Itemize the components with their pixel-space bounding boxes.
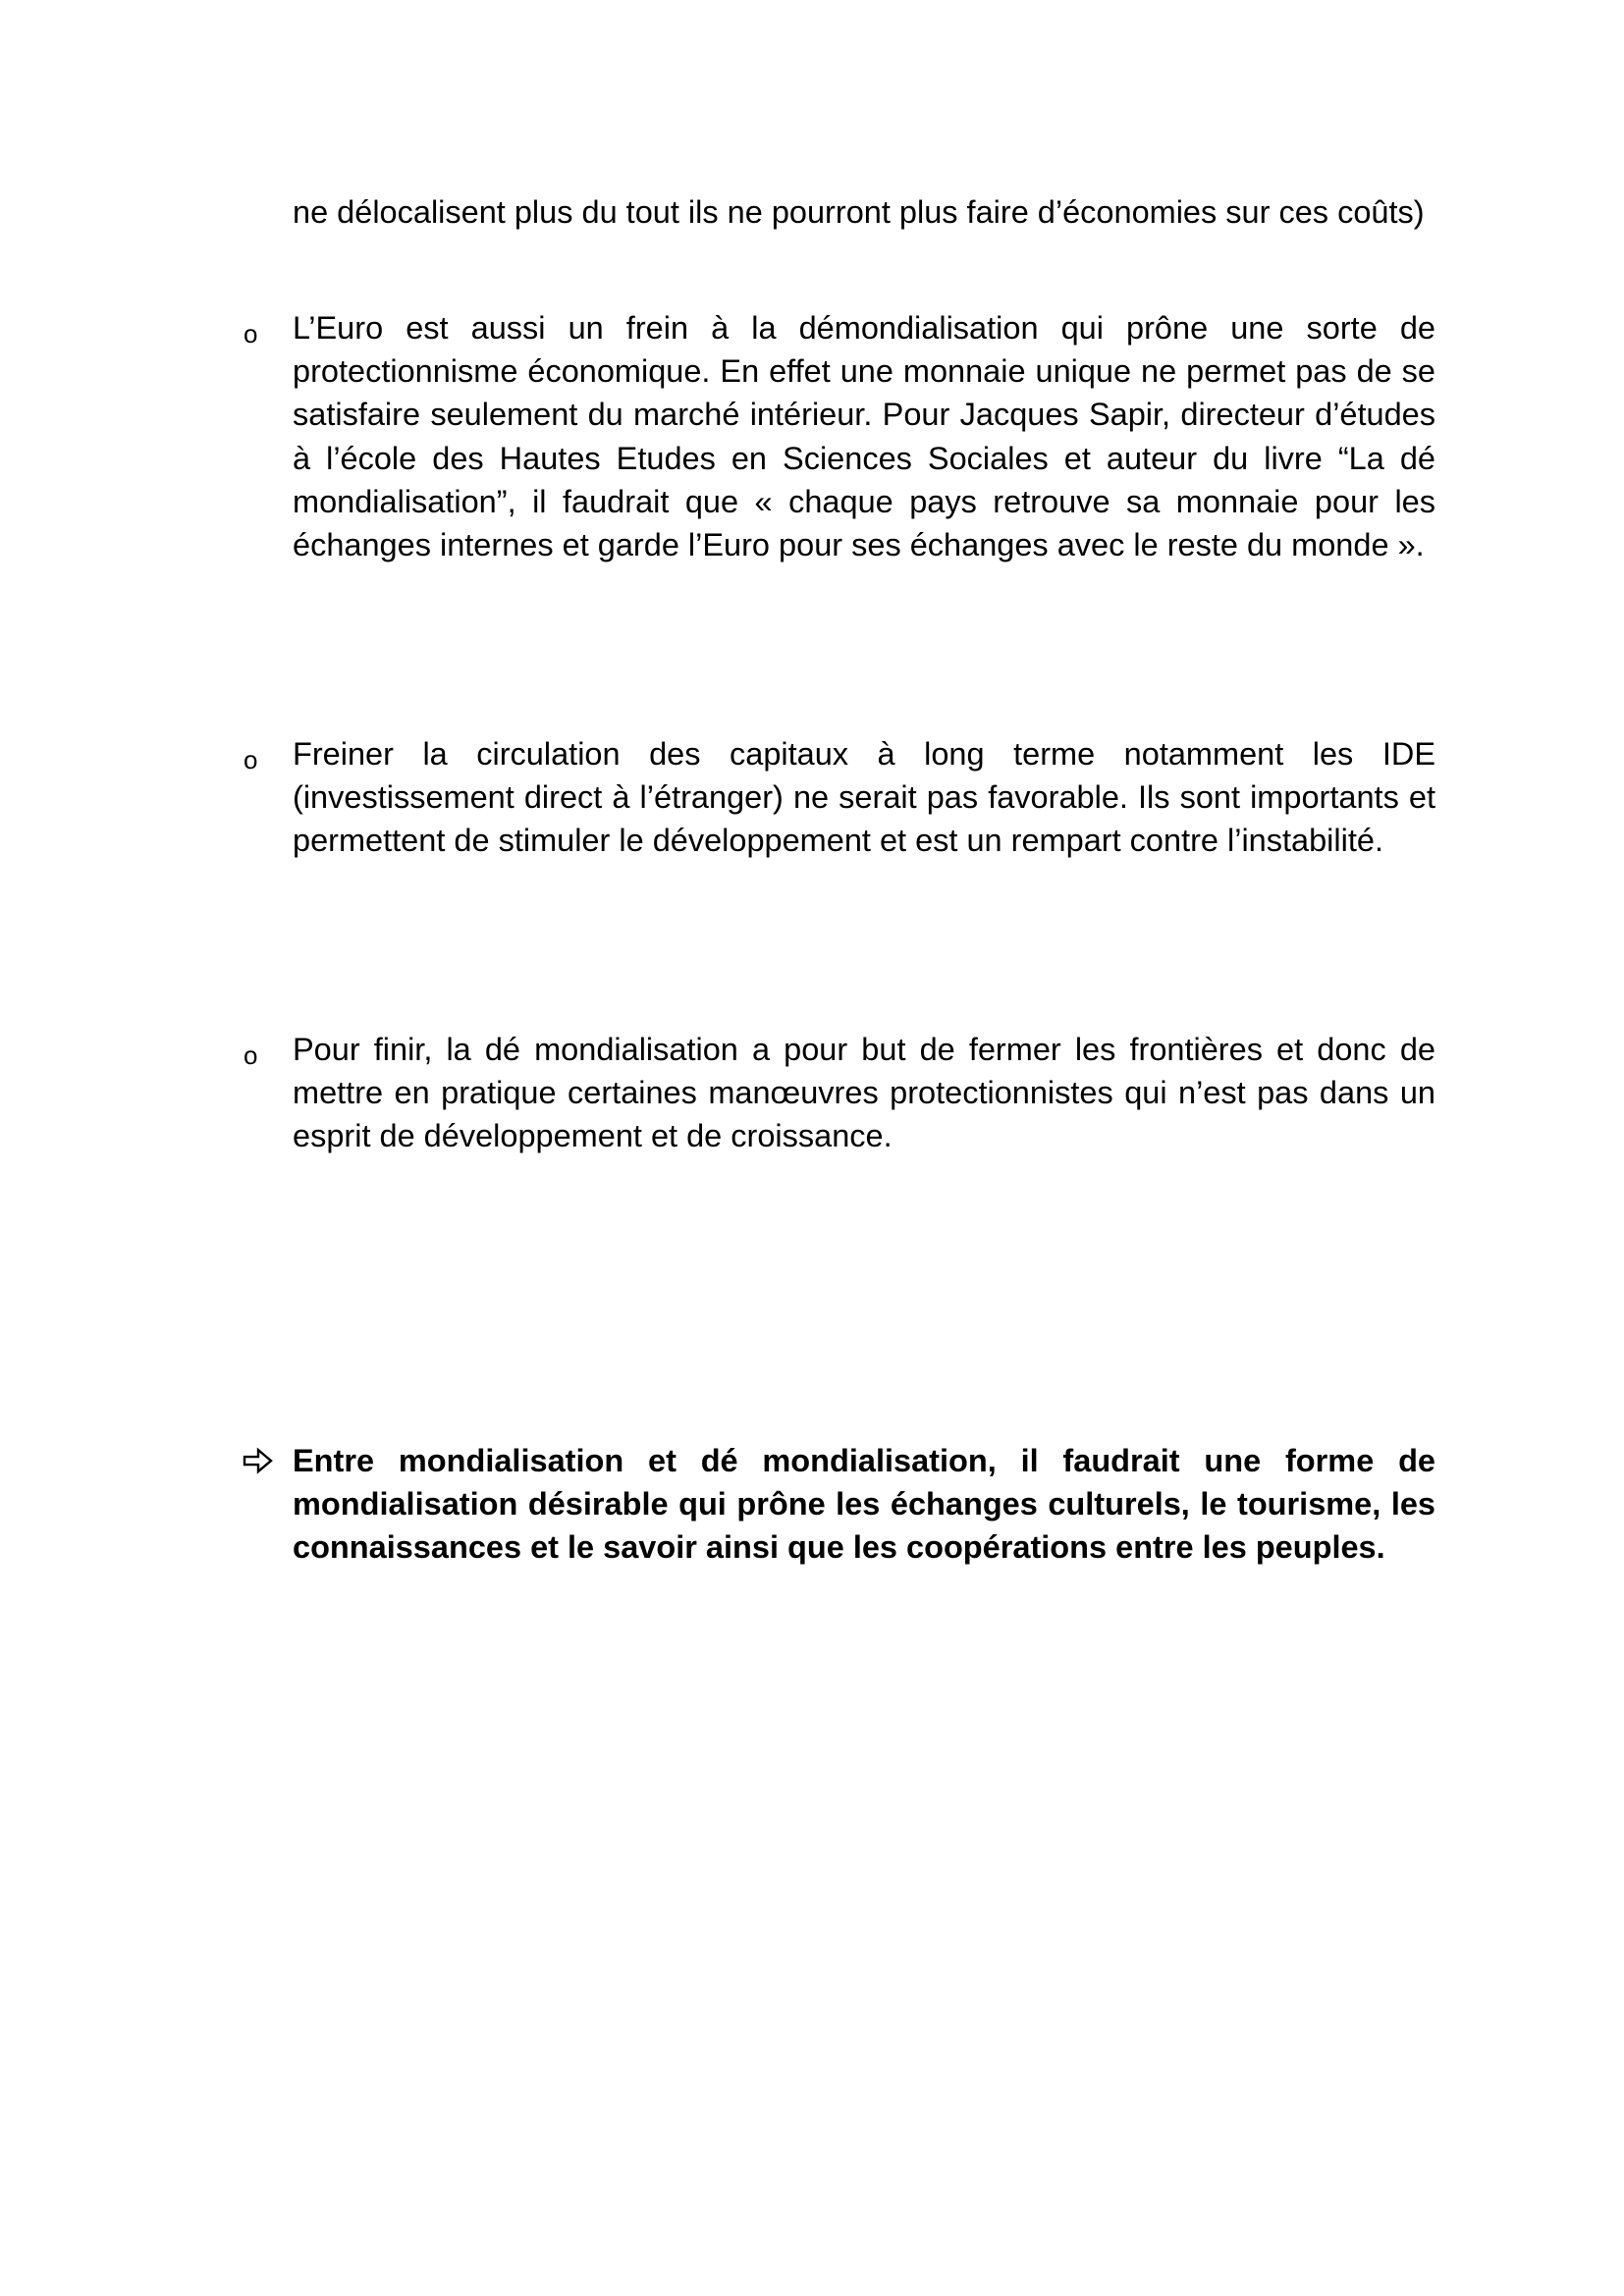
bullet-marker: o bbox=[244, 745, 258, 774]
bullet-paragraph-frontieres: Pour finir, la dé mondialisation a pour but de fermer les frontières et donc de mettre en pratique certaines manœuvres protectionnistes qui n’est pas dans un esprit de développement et de croissance. bbox=[293, 1032, 1435, 1154]
bullet-paragraph-euro: L’Euro est aussi un frein à la démondialisation qui prône une sorte de protectionnisme économique. En effet une monnaie unique ne permet pas de se satisfaire seulement du marché intérieur. Pour Jacques Sapir, directeur d’études à l’école des Hautes Etudes en Sciences Sociales et auteur du livre “La dé mondialisation”, il faudrait que « chaque pays retrouve sa monnaie pour les échanges internes et garde l’Euro pour ses échanges avec le reste du monde ». bbox=[293, 310, 1435, 563]
continuation-paragraph: ne délocalisent plus du tout ils ne pourront plus faire d’économies sur ces coûts) bbox=[293, 194, 1425, 230]
conclusion-paragraph: Entre mondialisation et dé mondialisation, il faudrait une forme de mondialisation désirable qui prône les échanges culturels, le tourisme, les connaissances et le savoir ainsi que les coopérations entre les peuples. bbox=[293, 1443, 1435, 1566]
bullet-marker: o bbox=[244, 1041, 258, 1070]
bullet-paragraph-capitaux: Freiner la circulation des capitaux à long terme notamment les IDE (investissement direct à l’étranger) ne serait pas favorable. Ils sont importants et permettent de stimuler le développement et est un rempart contre l’instabilité. bbox=[293, 736, 1435, 859]
outline-arrow-right-icon bbox=[242, 1439, 275, 1482]
bullet-marker: o bbox=[244, 319, 258, 348]
